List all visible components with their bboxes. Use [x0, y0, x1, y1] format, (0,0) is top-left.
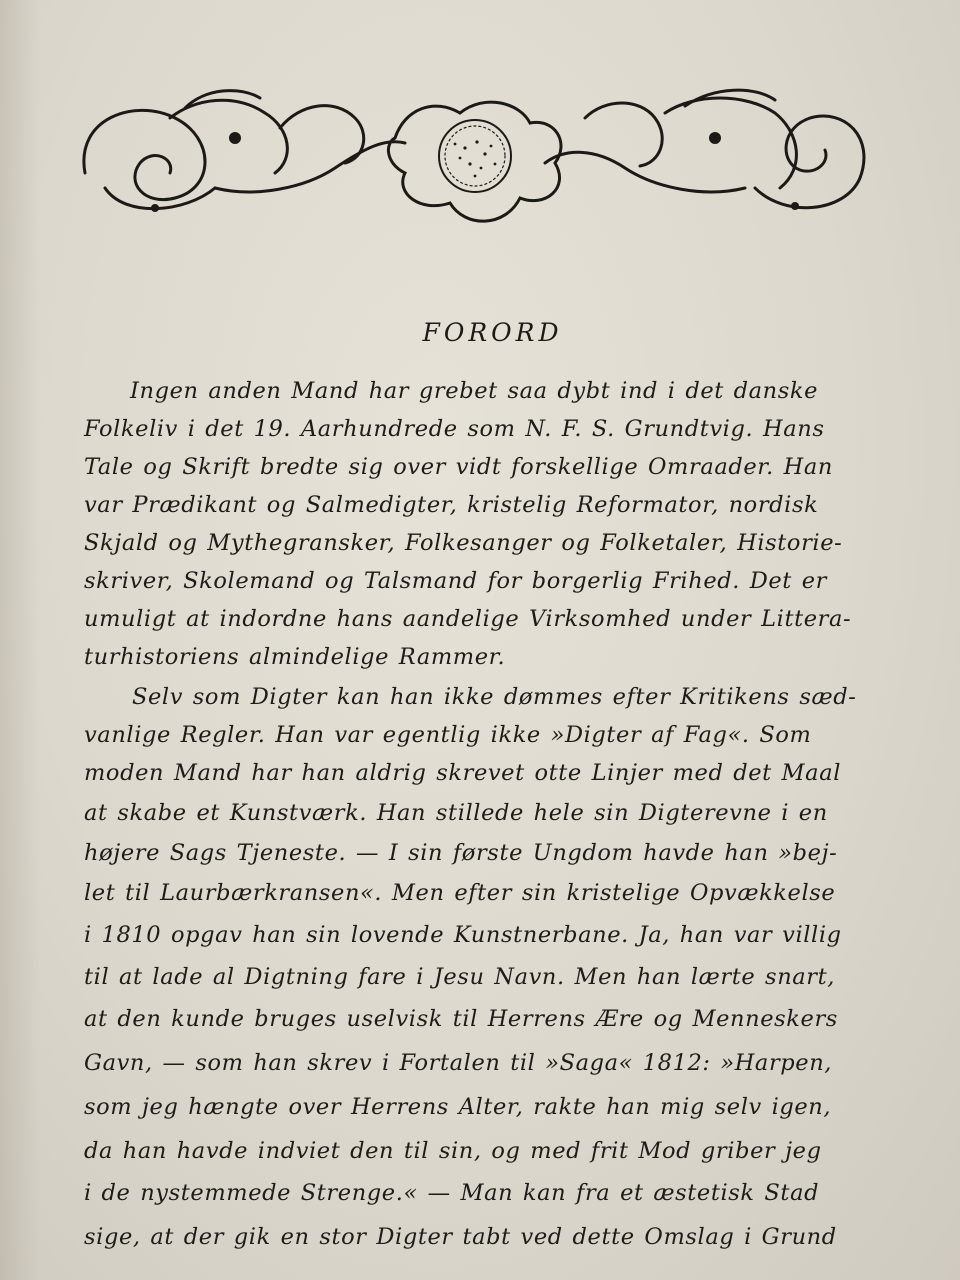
text-line: vanlige Regler. Han var egentlig ikke »Digter af Fag«. Som: [84, 722, 812, 748]
text-line: var Prædikant og Salmedigter, kristelig Reformator, nordisk: [84, 492, 819, 518]
text-line: at den kunde bruges uselvisk til Herrens Ære og Menneskers: [84, 1006, 838, 1032]
section-heading: FORORD: [422, 318, 563, 347]
text-line: turhistoriens almindelige Rammer.: [84, 644, 506, 670]
text-line: let til Laurbærkransen«. Men efter sin kristelige Opvækkelse: [84, 880, 836, 906]
page-shadow: [0, 0, 40, 1280]
text-line: Skjald og Mythegransker, Folkesanger og Folketaler, Historie-: [84, 530, 843, 556]
text-line: umuligt at indordne hans aandelige Virksomhed under Littera-: [84, 606, 852, 632]
text-line: Tale og Skrift bredte sig over vidt forskellige Omraader. Han: [84, 454, 834, 480]
text-line: til at lade al Digtning fare i Jesu Navn. Men han lærte snart,: [84, 964, 836, 990]
text-line: Ingen anden Mand har grebet saa dybt ind i det danske: [130, 378, 819, 404]
text-line: Folkeliv i det 19. Aarhundrede som N. F. S. Grundtvig. Hans: [84, 416, 825, 442]
text-line: højere Sags Tjeneste. — I sin første Ungdom havde han »bej-: [84, 840, 838, 866]
ornament-headpiece: [65, 78, 875, 238]
text-line: Selv som Digter kan han ikke dømmes efter Kritikens sæd-: [132, 684, 857, 710]
text-line: at skabe et Kunstværk. Han stillede hele sin Digterevne i en: [84, 800, 828, 826]
text-line: som jeg hængte over Herrens Alter, rakte han mig selv igen,: [84, 1094, 832, 1120]
text-line: i 1810 opgav han sin lovende Kunstnerbane. Ja, han var villig: [84, 922, 842, 948]
text-line: skriver, Skolemand og Talsmand for borgerlig Frihed. Det er: [84, 568, 827, 594]
text-line: sige, at der gik en stor Digter tabt ved dette Omslag i Grund: [84, 1224, 837, 1250]
text-line: moden Mand har han aldrig skrevet otte Linjer med det Maal: [84, 760, 842, 786]
text-line: i de nystemmede Strenge.« — Man kan fra et æstetisk Stad: [84, 1180, 820, 1206]
text-line: Gavn, — som han skrev i Fortalen til »Saga« 1812: »Harpen,: [84, 1050, 833, 1076]
text-line: da han havde indviet den til sin, og med frit Mod griber jeg: [84, 1138, 822, 1164]
